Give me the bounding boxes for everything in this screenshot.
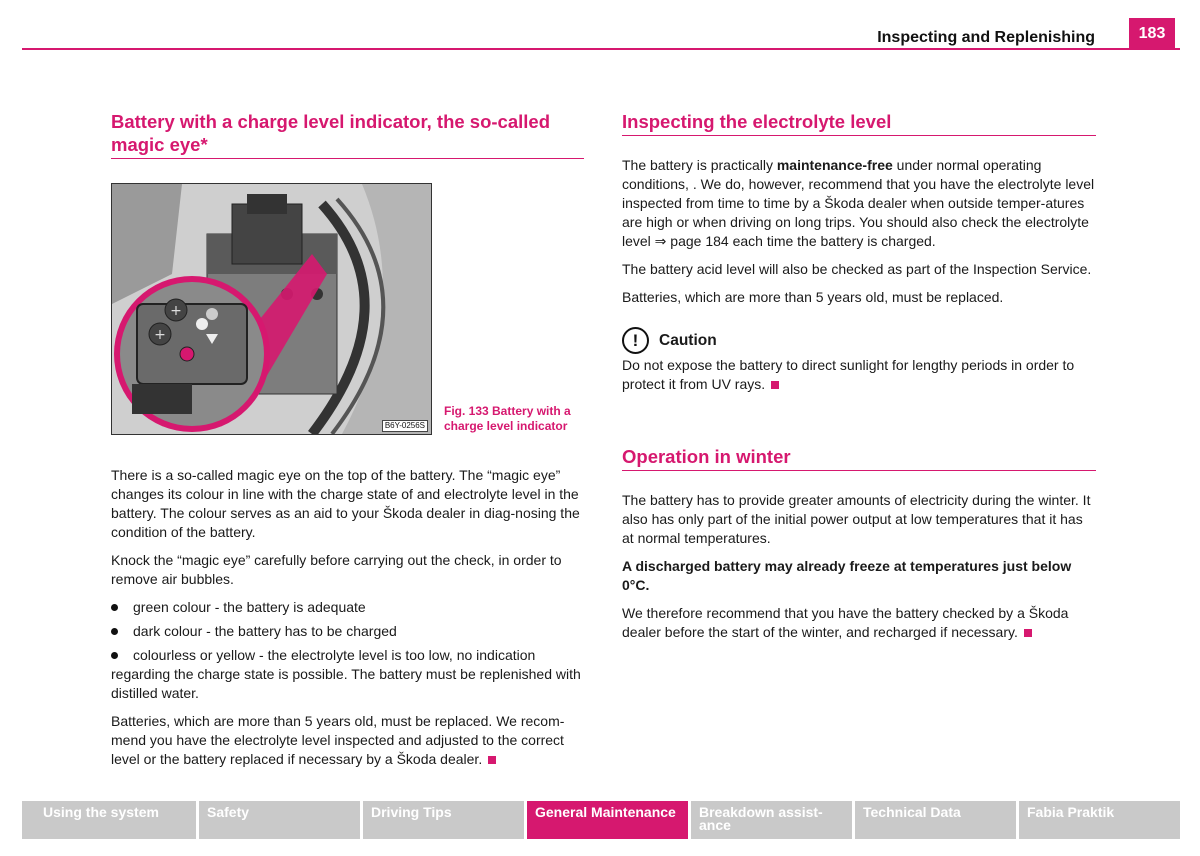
chapter-nav xyxy=(22,801,1180,839)
figure-code: B6Y-0256S xyxy=(382,420,428,432)
svg-text:+: + xyxy=(154,327,166,343)
battery-figure xyxy=(111,183,432,435)
list-item: colourless or yellow - the electrolyte level is too low, no indication regarding the charge state is possible. The battery must be replenished with distilled water. xyxy=(111,647,581,701)
caution-header xyxy=(622,327,1096,354)
battery-illustration xyxy=(112,184,431,434)
list-item: green colour - the battery is adequate xyxy=(111,598,584,617)
tab-technical-data[interactable]: Technical Data xyxy=(855,801,1016,839)
left-column xyxy=(111,110,584,778)
freeze-warning: A discharged battery may already freeze at temperatures just below 0°C. xyxy=(622,558,1072,593)
tab-using-the-system[interactable]: Using the system xyxy=(22,801,196,839)
figure-caption: Fig. 133 Battery with a charge level indicator xyxy=(444,404,571,433)
maintenance-paragraph: The battery is practically maintenance-free under normal operating conditions, . We do, however, recommend that you have the electrolyte level inspected from time to time by a Škoda dealer when outside temper-atures are high or when driving on long trips. You should also check the electrolyte level ⇒ page 184 each time the battery is charged. xyxy=(622,157,1095,249)
winter-heading: Operation in winter xyxy=(622,445,1096,471)
caution-icon: ! xyxy=(622,327,649,354)
end-mark-icon xyxy=(1024,629,1032,637)
list-item: dark colour - the battery has to be charged xyxy=(111,622,584,641)
tab-fabia-praktik[interactable]: Fabia Praktik xyxy=(1019,801,1180,839)
end-mark-icon xyxy=(771,381,779,389)
replacement-paragraph: Batteries, which are more than 5 years old, must be replaced. We recom-mend you have the electrolyte level inspected and adjusted to the correct level or the battery replaced if necessary by a Škoda dealer. xyxy=(111,713,565,767)
end-mark-icon xyxy=(488,756,496,764)
bullet-icon xyxy=(111,628,118,635)
inspection-paragraph: The battery acid level will also be checked as part of the Inspection Service. xyxy=(622,261,1092,277)
battery-heading: Battery with a charge level indicator, the so-called magic eye* xyxy=(111,110,584,159)
bullet-icon xyxy=(111,604,118,611)
replace-paragraph: Batteries, which are more than 5 years old, must be replaced. xyxy=(622,289,1004,305)
bullet-icon xyxy=(111,652,118,659)
winter-paragraph: The battery has to provide greater amounts of electricity during the winter. It also has only part of the initial power output at low temperatures that it has at normal temperatures. xyxy=(622,492,1091,546)
tab-breakdown-assistance[interactable]: Breakdown assist-ance xyxy=(691,801,852,839)
caution-paragraph: Do not expose the battery to direct sunlight for lengthy periods in order to protect it from UV rays. xyxy=(622,357,1075,392)
caution-title: Caution xyxy=(659,332,717,349)
right-column xyxy=(622,110,1096,651)
figure-row xyxy=(111,183,584,435)
svg-text:+: + xyxy=(170,303,182,319)
colour-list xyxy=(111,598,584,703)
tab-general-maintenance[interactable]: General Maintenance xyxy=(527,801,688,839)
tab-safety[interactable]: Safety xyxy=(199,801,360,839)
header-rule xyxy=(22,48,1180,50)
tab-driving-tips[interactable]: Driving Tips xyxy=(363,801,524,839)
magic-eye-paragraph: There is a so-called magic eye on the top of the battery. The “magic eye” changes its colour in line with the charge state of and electrolyte level in the battery. The colour serves as an aid to your Škoda dealer in diag-nosing the condition of the battery. xyxy=(111,467,580,540)
knock-paragraph: Knock the “magic eye” carefully before carrying out the check, in order to remove air bubbles. xyxy=(111,552,562,587)
recommend-paragraph: We therefore recommend that you have the battery checked by a Škoda dealer before the start of the winter, and recharged if necessary. xyxy=(622,605,1069,640)
page-number: 183 xyxy=(1129,18,1175,50)
section-title: Inspecting and Replenishing xyxy=(877,29,1095,46)
electrolyte-heading: Inspecting the electrolyte level xyxy=(622,110,1096,136)
